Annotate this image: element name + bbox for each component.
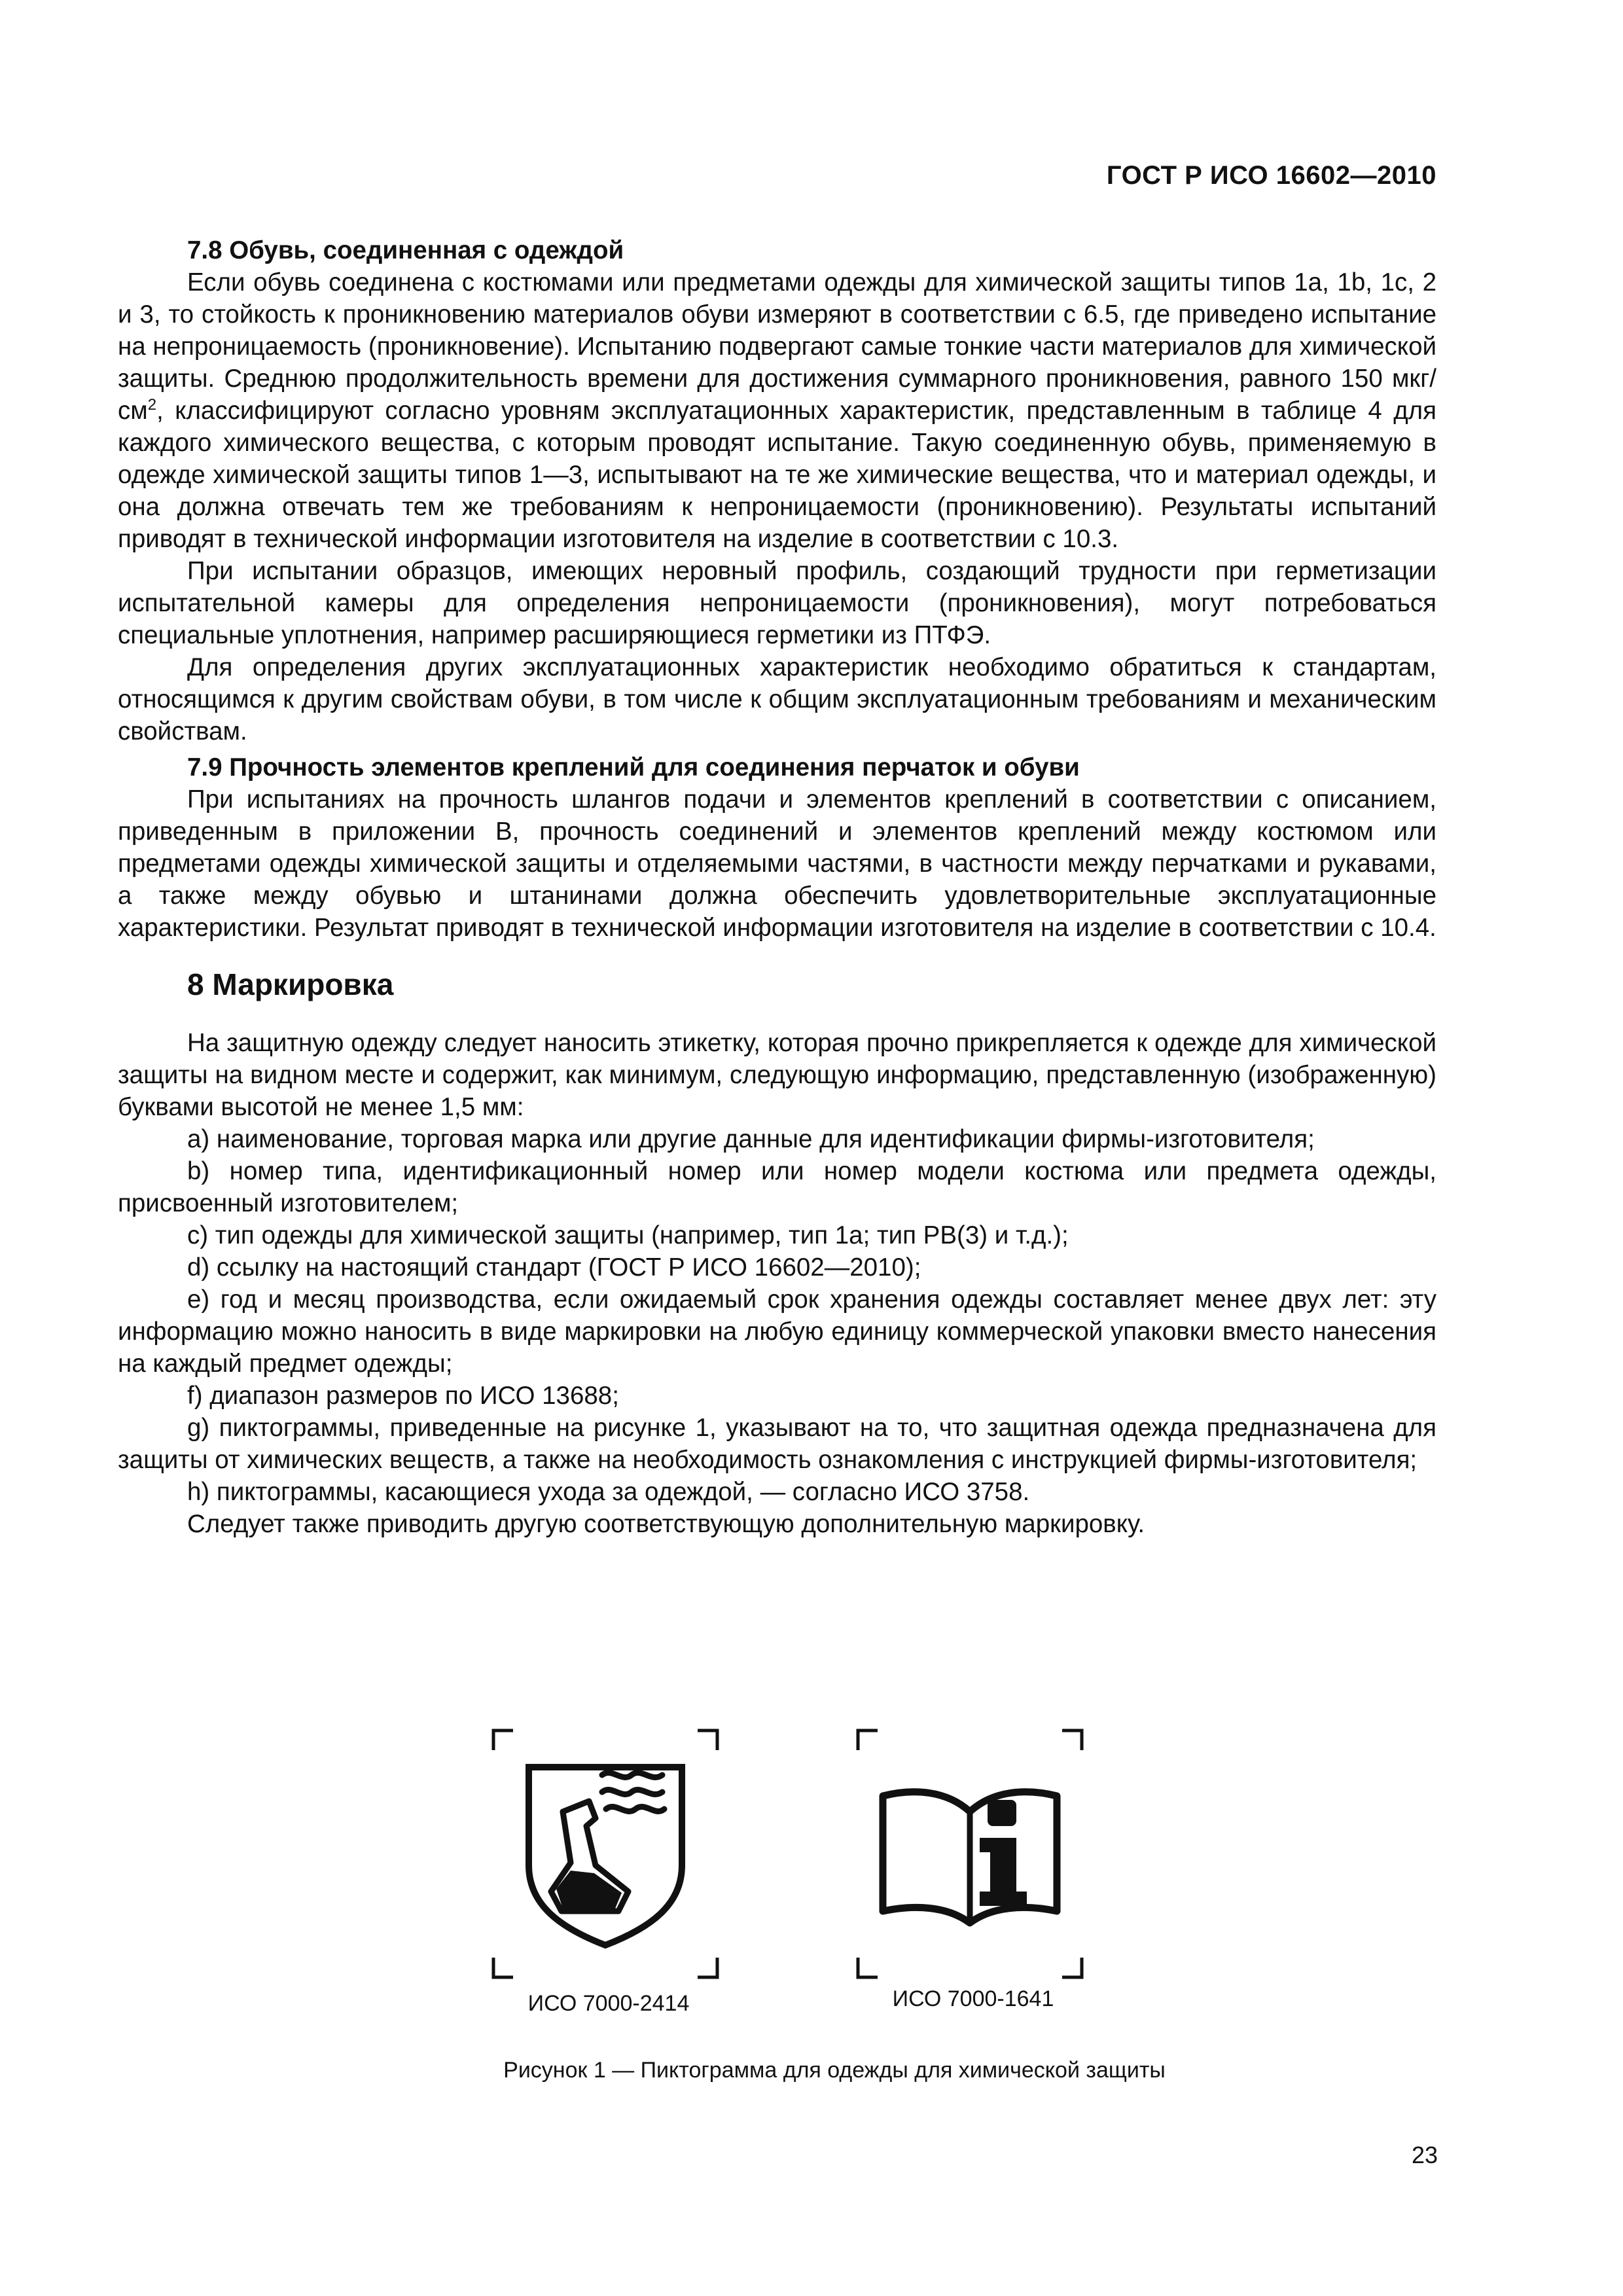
page-number: 23 — [1411, 2142, 1438, 2168]
section-7-9-paragraph-1: При испытаниях на прочность шлангов подачи и элементов креплений в соответствии с описанием, приведенным в приложении В, прочность соединений и элементов креплений между костюмом или предметами одежды химической защиты и отделяемыми частями, в частности между перчатками и рукавами, а также между обувью и штанинами должна обеспечить удовлетворительные эксплуатационные характеристики. Результат приводят в технической информации изготовителя на изделие в соответствии с 10.4. — [118, 785, 1436, 942]
list-item: g) пиктограммы, приведенные на рисунке 1, указывают на то, что защитная одежда предназначена для защиты от химических веществ, а также на необходимость ознакомления с инструкцией фирмы-изготовителя; — [118, 1414, 1436, 1474]
section-7-9-title: 7.9 Прочность элементов креплений для соединения перчаток и обуви — [187, 753, 1080, 781]
section-7-8-paragraph-2: При испытании образцов, имеющих неровный профиль, создающий трудности при герметизации испытательной камеры для определения непроницаемости (проникновения), могут потребоваться специальные уплотнения, например расширяющиеся герметики из ПТФЭ. — [118, 557, 1436, 649]
list-item: c) тип одежды для химической защиты (например, тип 1а; тип РВ(3) и т.д.); — [187, 1221, 1069, 1249]
figure-1 — [0, 1728, 1623, 2068]
list-item: e) год и месяц производства, если ожидаемый срок хранения одежды составляет менее двух лет: эту информацию можно наносить в виде маркировки на любую единицу коммерческой упаковки вместо нанесения на каждый предмет одежды; — [118, 1285, 1436, 1378]
page-content — [118, 234, 1436, 1540]
section-7-8-paragraph-3: Для определения других эксплуатационных характеристик необходимо обратиться к стандартам, относящимся к другим свойствам обуви, в том числе к общим эксплуатационным требованиям и механическим свойствам. — [118, 653, 1436, 745]
section-8-outro: Следует также приводить другую соответствующую дополнительную маркировку. — [187, 1510, 1145, 1538]
list-item: f) диапазон размеров по ИСО 13688; — [187, 1382, 619, 1410]
list-item: d) ссылку на настоящий стандарт (ГОСТ Р ИСО 16602—2010); — [187, 1253, 921, 1282]
list-item: а) наименование, торговая марка или другие данные для идентификации фирмы-изготовителя; — [187, 1125, 1315, 1153]
read-instructions-book-icon — [855, 1728, 1084, 1980]
section-8-title: 8 Маркировка — [187, 967, 394, 1001]
figure-caption: Рисунок 1 — Пиктограмма для одежды для химической защиты — [503, 2058, 1166, 2083]
list-item: b) номер типа, идентификационный номер или номер модели костюма или предмета одежды, присвоенный изготовителем; — [118, 1157, 1436, 1217]
section-8-intro: На защитную одежду следует наносить этикетку, которая прочно прикрепляется к одежде для химической защиты на видном месте и содержит, как минимум, следующую информацию, представленную (изображенную) буквами высотой не менее 1,5 мм: — [118, 1029, 1436, 1121]
section-7-8-title: 7.8 Обувь, соединенная с одеждой — [187, 236, 624, 264]
figure-label-left: ИСО 7000-2414 — [527, 1991, 690, 2016]
figure-label-right: ИСО 7000-1641 — [892, 1986, 1054, 2011]
chemical-protection-shield-icon — [491, 1728, 720, 1980]
document-code: ГОСТ Р ИСО 16602—2010 — [1106, 161, 1436, 190]
list-item: h) пиктограммы, касающиеся ухода за одеждой, — согласно ИСО 3758. — [187, 1478, 1030, 1506]
section-7-8-paragraph-1: Если обувь соединена с костюмами или предметами одежды для химической защиты типов 1а, 1b, 1с, 2 и 3, то стойкость к проникновению материалов обуви измеряют в соответствии с 6.5, где приведено испытание на непроницаемость (проникновение). Испытанию подвергают самые тонкие части материалов для химической защиты. Среднюю продолжительность времени для достижения суммарного проникновения, равного 150 мкг/$см^2$, классифицируют согласно уровням эксплуатационных характеристик, представленным в таблице 4 для каждого химического вещества, с которым проводят испытание. Такую соединенную обувь, применяемую в одежде химической защиты типов 1—3, испытывают на те же химические вещества, что и материал одежды, и она должна отвечать тем же требованиям к непроницаемости (проникновению). Результаты испытаний приводят в технической информации изготовителя на изделие в соответствии с 10.3. — [118, 268, 1436, 553]
